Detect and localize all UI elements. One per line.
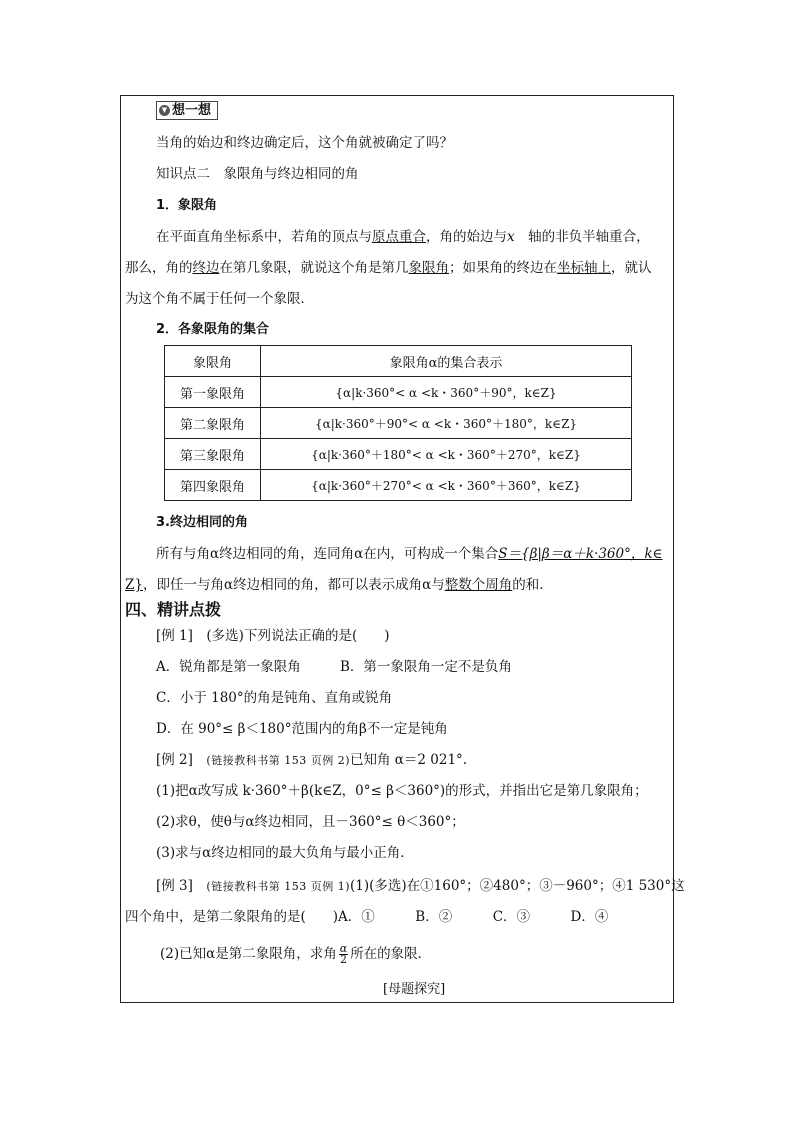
textbook-reference: (链接教科书第 153 页例 2) — [206, 754, 350, 767]
text: ，就认 — [611, 260, 652, 276]
table-row — [165, 408, 632, 439]
underlined-formula: S＝{β|β＝α＋k·360°，k∈ — [498, 546, 663, 562]
text: 的和． — [512, 577, 553, 593]
section3-title: 3.终边相同的角 — [156, 515, 248, 530]
text: ，角的始边与 — [426, 229, 507, 245]
text: (1)(多选)在①160°；②480°；③－960°；④1 530°这 — [350, 878, 685, 894]
example-label: [例 3] — [156, 878, 207, 894]
example2-question3: (3)求与α终边相同的最大负角与最小正角． — [156, 845, 414, 861]
knowledge2-heading: 知识点二 象限角与终边相同的角 — [156, 166, 359, 182]
think-badge-label: 想一想 — [172, 103, 212, 118]
table-cell: {α|k·360°＋90°< α <k・360°＋180°，k∈Z} — [261, 408, 632, 439]
triangle-down-icon: ▼ — [159, 105, 170, 116]
text: ，即任一与角α终边相同的角，都可以表示成角α与 — [142, 577, 445, 593]
underlined-term: 终边 — [192, 260, 220, 276]
example1-option-a: A．锐角都是第一象限角 — [156, 659, 301, 675]
section3-paragraph-line1 — [156, 545, 663, 563]
think-badge — [156, 101, 218, 120]
part4-title: 四、精讲点拨 — [125, 600, 222, 619]
example2-question1: (1)把α改写成 k·360°＋β(k∈Z，0°≤ β＜360°)的形式，并指出它是第几象限角； — [156, 783, 648, 799]
math-var: x — [507, 229, 515, 245]
text: 轴的非负半轴重合， — [514, 229, 650, 245]
text: 所有与角α终边相同的角，连同角α在内，可构成一个集合 — [156, 546, 499, 562]
section2-title: 2．各象限角的集合 — [156, 322, 270, 337]
underlined-term: 象限角 — [408, 260, 449, 276]
table-cell: {α|k·360°＋180°< α <k・360°＋270°，k∈Z} — [261, 439, 632, 470]
table-header-row — [165, 346, 632, 377]
text: ；如果角的终边在 — [449, 260, 557, 276]
mother-problem-explore: [母题探究] — [383, 982, 446, 997]
example3-line1 — [156, 877, 685, 896]
fraction-numerator: α — [339, 941, 348, 955]
section1-paragraph-line3: 为这个角不属于任何一个象限． — [125, 291, 314, 307]
text: 已知角 α＝2 021°. — [350, 752, 468, 768]
think-question: 当角的始边和终边确定后，这个角就被确定了吗？ — [156, 135, 453, 151]
example1-option-d: D．在 90°≤ β＜180°范围内的角β不一定是钝角 — [156, 721, 448, 737]
example2-stem — [156, 751, 467, 770]
text: 在平面直角坐标系中，若角的顶点与 — [156, 229, 372, 245]
underlined-term: 整数个周角 — [444, 577, 513, 593]
underlined-term: 坐标轴上 — [557, 260, 611, 276]
text: (2)已知α是第二象限角，求角 — [160, 946, 337, 962]
table-row — [165, 377, 632, 408]
fraction-alpha-over-2 — [339, 941, 348, 966]
quadrant-table — [164, 345, 632, 501]
table-header-cell: 象限角α的集合表示 — [261, 346, 632, 377]
example-label: [例 2] — [156, 752, 207, 768]
section3-paragraph-line2 — [125, 576, 553, 594]
example1-option-b: B．第一象限角一定不是负角 — [340, 659, 512, 675]
table-row — [165, 439, 632, 470]
example1-option-c: C．小于 180°的角是钝角、直角或锐角 — [156, 690, 393, 706]
table-cell: 第一象限角 — [165, 377, 261, 408]
example1-stem: [例 1] (多选)下列说法正确的是( ) — [156, 628, 390, 644]
text: 在第几象限，就说这个角是第几 — [219, 260, 409, 276]
table-cell: {α|k·360°< α <k・360°＋90°，k∈Z} — [261, 377, 632, 408]
textbook-reference: (链接教科书第 153 页例 1) — [206, 880, 350, 893]
underlined-term: 原点重合 — [372, 229, 426, 245]
text: 那么，角的 — [125, 260, 193, 276]
fraction-denominator: 2 — [339, 952, 347, 966]
table-cell: {α|k·360°＋270°< α <k・360°＋360°，k∈Z} — [261, 470, 632, 501]
example3-line2: 四个角中，是第二象限角的是( )A．① B．② C．③ D．④ — [125, 909, 609, 925]
table-header-cell: 象限角 — [165, 346, 261, 377]
table-cell: 第二象限角 — [165, 408, 261, 439]
section1-paragraph-line2 — [125, 259, 652, 277]
table-cell: 第四象限角 — [165, 470, 261, 501]
section1-paragraph-line1 — [156, 228, 650, 246]
text: 所在的象限． — [350, 946, 432, 962]
table-row — [165, 470, 632, 501]
example2-question2: (2)求θ，使θ与α终边相同，且－360°≤ θ＜360°； — [156, 814, 465, 830]
underlined-formula: Z} — [125, 577, 143, 593]
section1-title: 1．象限角 — [156, 198, 218, 213]
example3-question2 — [160, 939, 431, 969]
table-cell: 第三象限角 — [165, 439, 261, 470]
